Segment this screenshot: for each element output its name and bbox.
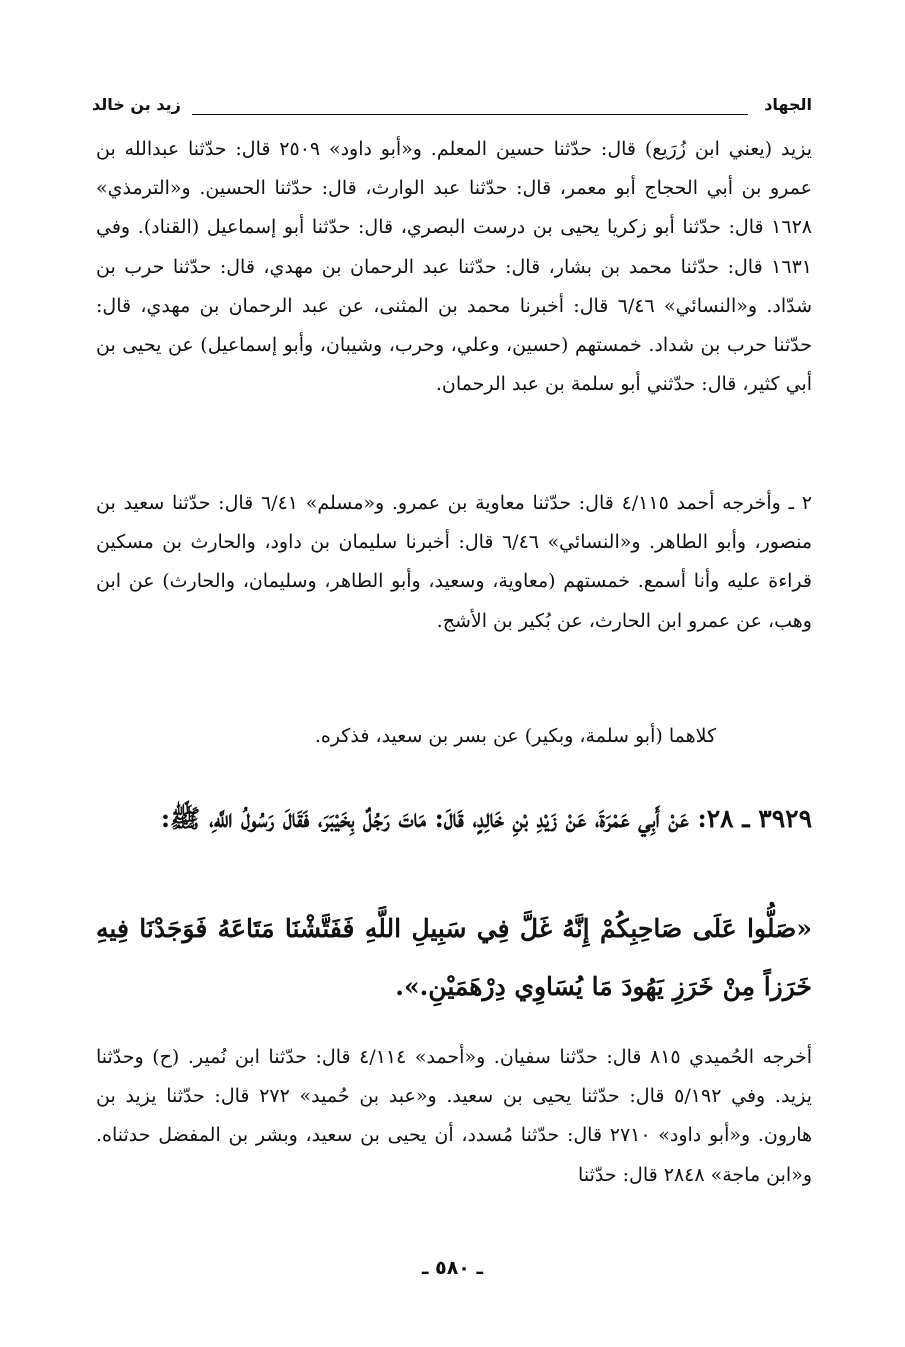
footnote-summary: كلاهما (أبو سلمة، وبكير) عن بسر بن سعيد، فذكره. [314,725,716,747]
hadith-text: «صَلُّوا عَلَى صَاحِبِكُمْ إِنَّهُ غَلَّ فِي سَبِيلِ اللَّهِ فَفَتَّشْنَا مَتَاعَهُ فَوَجَدْنَا فِيهِ خَرَزاً مِنْ خَرَزِ يَهُودَ مَا يُسَاوِي دِرْهَمَيْنِ.». [96,914,812,1001]
chapter-title: الجهاد [764,95,812,114]
section-title: زيد بن خالد [92,95,181,114]
running-header [92,95,812,121]
footnote-paragraph-2: ٢ ـ وأخرجه أحمد ٤/١١٥ قال: حدّثنا معاوية بن عمرو. و«مسلم» ٦/٤١ قال: حدّثنا سعيد بن منصور، وأبو الطاهر. و«النسائي» ٦/٤٦ قال: أخبرنا سليمان بن داود، والحارث بن مسكين قراءة عليه وأنا أسمع. خمستهم (معاوية، وسعيد، وأبو الطاهر، وسليمان، والحارث) عن ابن وهب، عن عمرو ابن الحارث، عن بُكير بن الأشج. [96,492,812,632]
hadith-heading: ٣٩٢٩ ـ ٢٨: عَنْ أَبِي عَمْرَةَ، عَنْ زَيْدِ بْنِ خَالِدٍ، قَالَ: مَاتَ رَجُلٌ بِخَيْبَرَ، فَقَالَ رَسُولُ اللَّهِ، ﷺ: [160,804,812,833]
footnote-paragraph-1: يزيد (يعني ابن زُرَيع) قال: حدّثنا حسين المعلم. و«أبو داود» ٢٥٠٩ قال: حدّثنا عبدالله بن عمرو بن أبي الحجاج أبو معمر، قال: حدّثنا عبد الوارث، قال: حدّثنا الحسين. و«الترمذي» ١٦٢٨ قال: حدّثنا أبو زكريا يحيى بن درست البصري، قال: حدّثنا أبو إسماعيل (القناد). وفي ١٦٣١ قال: حدّثنا محمد بن بشار، قال: حدّثنا عبد الرحمان بن مهدي، قال: حدّثنا حرب بن شدّاد. و«النسائي» ٦/٤٦ قال: أخبرنا محمد بن المثنى، عن عبد الرحمان بن مهدي، قال: حدّثنا حرب بن شداد. خمستهم (حسين، وعلي، وحرب، وشيبان، وأبو إسماعيل) عن يحيى بن أبي كثير، قال: حدّثني أبو سلمة بن عبد الرحمان. [96,138,813,396]
page-number: ـ ٥٨٠ ـ [421,1257,483,1279]
takhrij-paragraph: أخرجه الحُميدي ٨١٥ قال: حدّثنا سفيان. و«أحمد» ٤/١١٤ قال: حدّثنا ابن نُمير. (ح) وحدّثنا يزيد. وفي ٥/١٩٢ قال: حدّثنا يحيى بن سعيد. و«عبد بن حُميد» ٢٧٢ قال: حدّثنا يزيد بن هارون. و«أبو داود» ٢٧١٠ قال: حدّثنا مُسدد، أن يحيى بن سعيد، وبشر بن المفضل حدثناه. و«ابن ماجة» ٢٨٤٨ قال: حدّثنا [96,1046,812,1186]
header-rule [192,114,748,115]
